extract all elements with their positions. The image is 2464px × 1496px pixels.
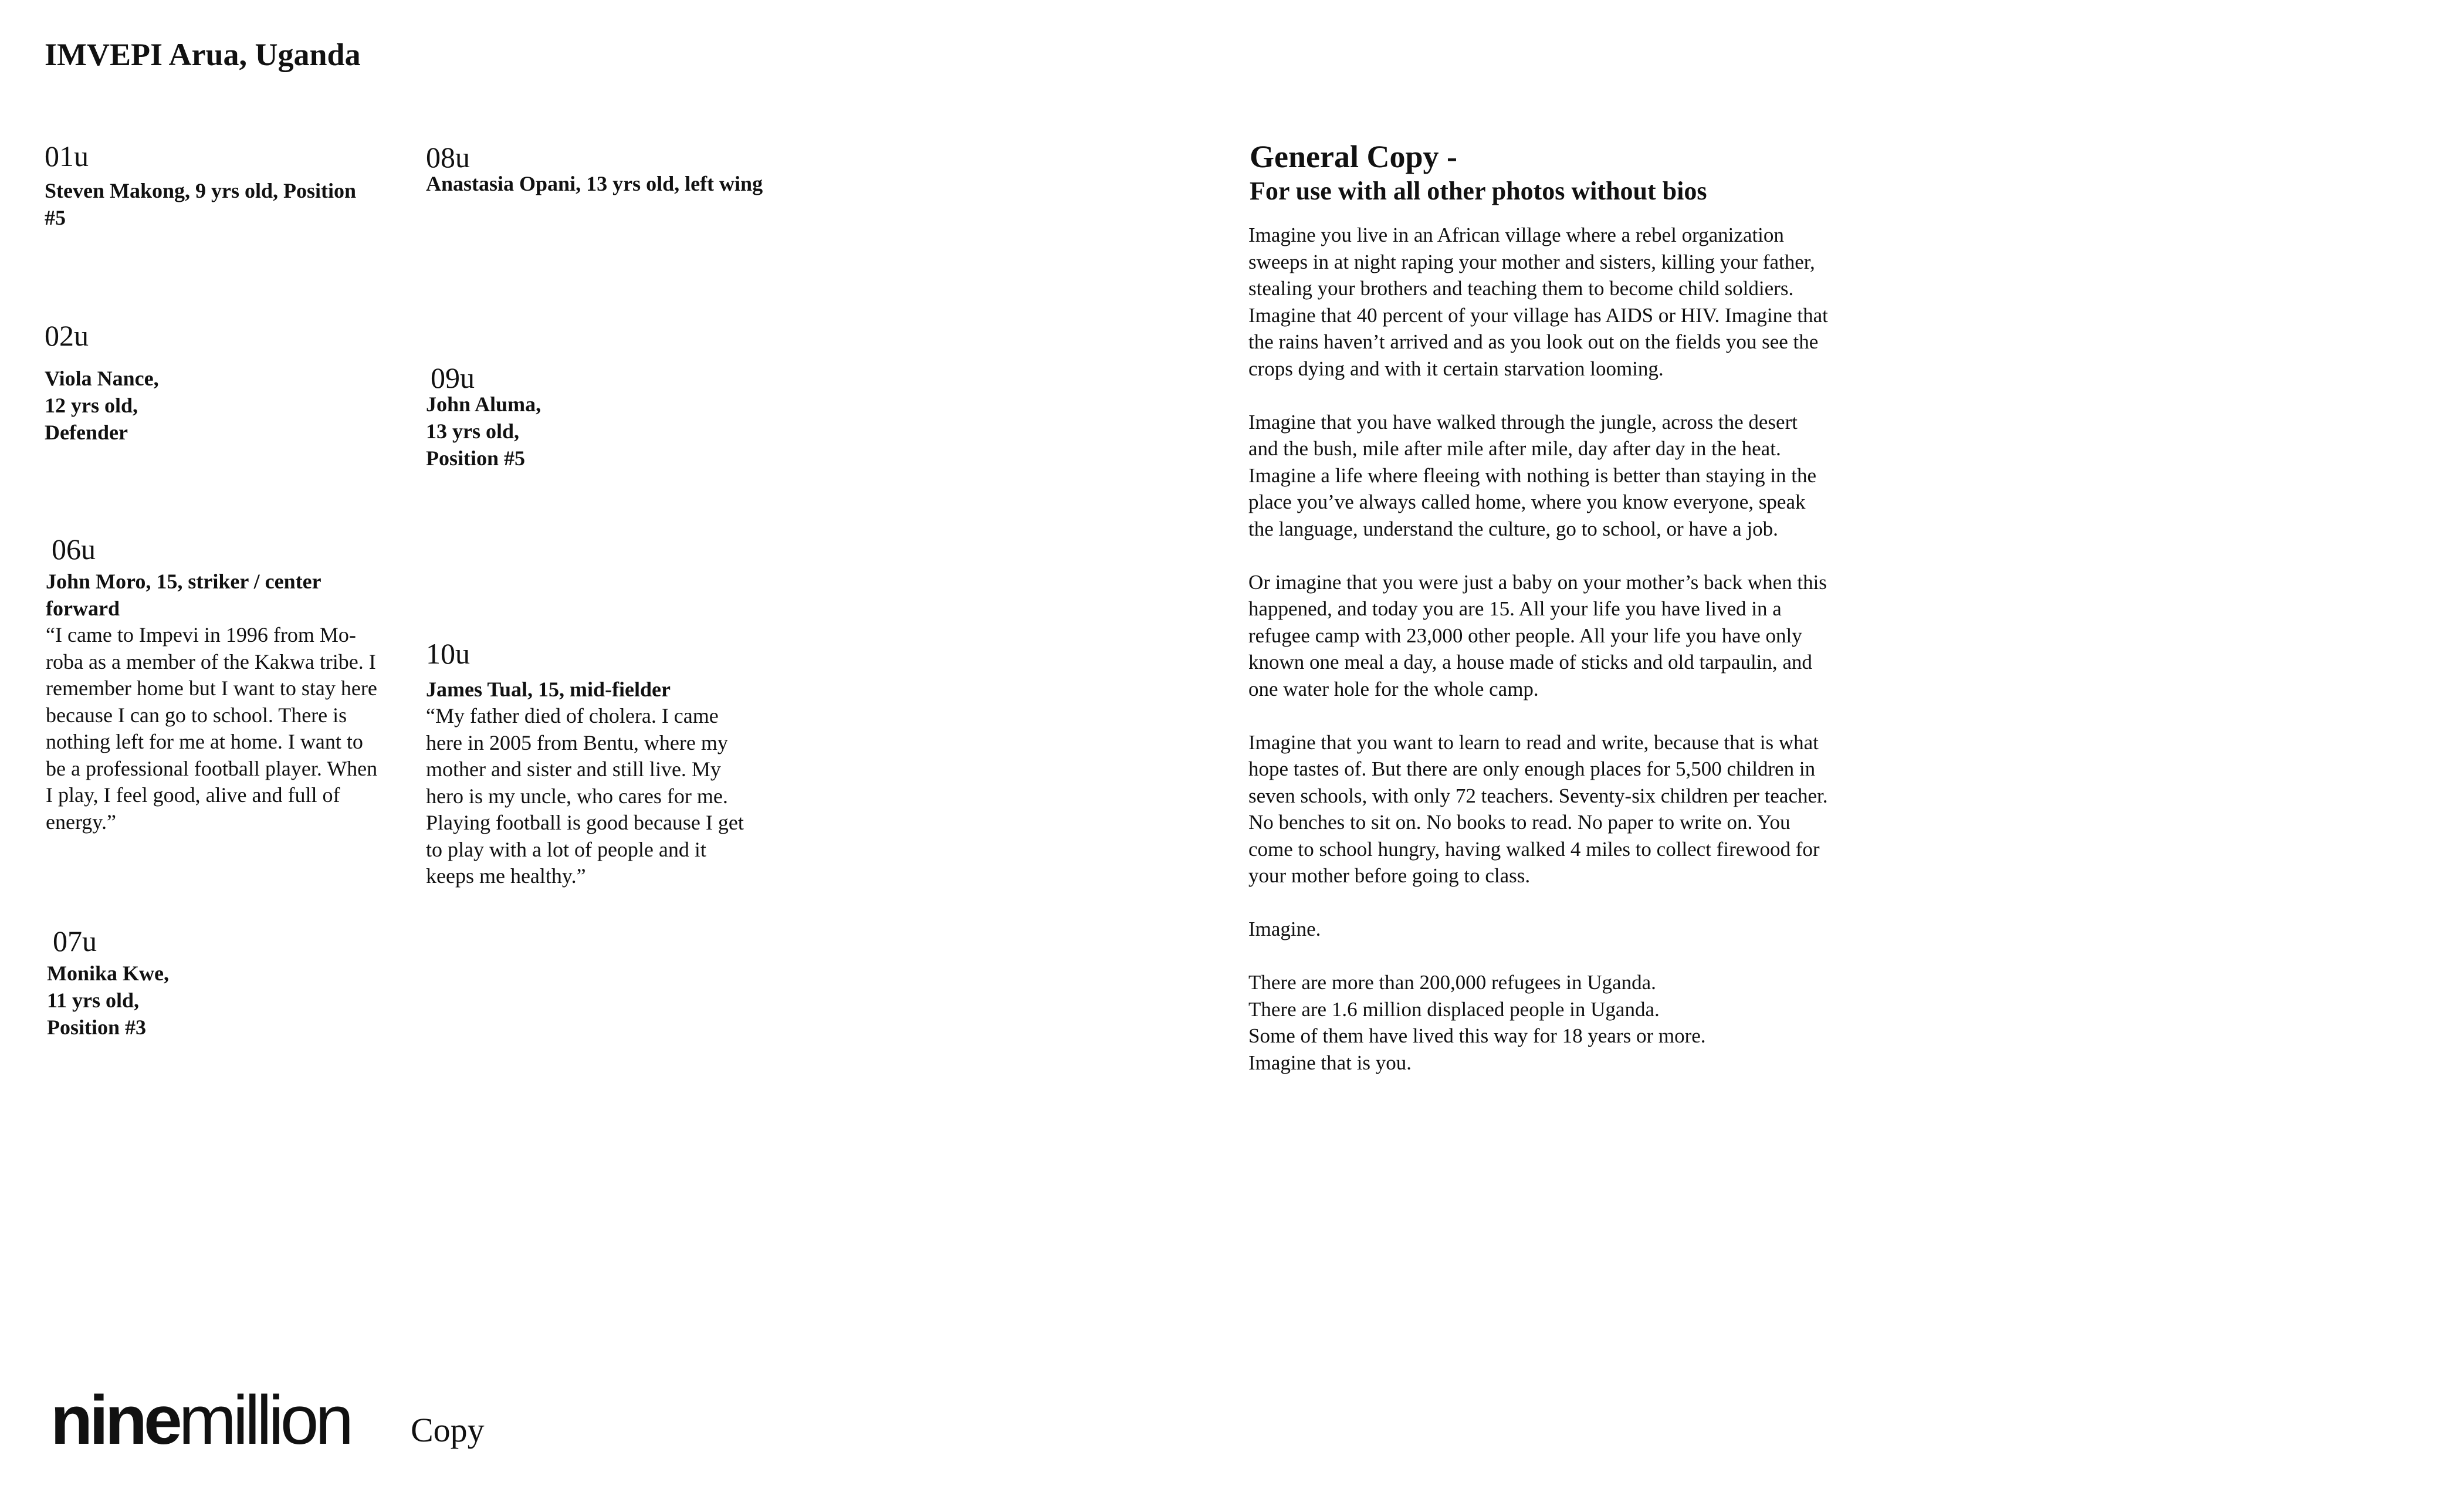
page-title: IMVEPI Arua, Uganda (45, 37, 361, 72)
general-copy-paragraph: Or imagine that you were just a baby on your mother’s back when this happened, and today you are 15. All your life you have lived in a refugee camp with 23,000 other people. All your life you have only known one meal a day, a house made of sticks and old tarpaulin, and one water hole for the whole camp. (1248, 570, 1827, 700)
entry-09u (426, 360, 754, 472)
entry-10u (426, 636, 754, 890)
entry-name-line: Defender (45, 421, 128, 444)
logo-bold-part: nine (50, 1382, 179, 1459)
entry-02u (45, 318, 373, 446)
entry-name-line: Monika Kwe, (47, 962, 170, 985)
footer-label: Copy (411, 1411, 485, 1449)
entry-name-line: John Aluma, (426, 392, 541, 416)
entry-code: 06u (52, 533, 96, 566)
entry-name-line: 11 yrs old, (47, 989, 140, 1012)
entry-name: John Moro, 15, striker / center forward (46, 570, 321, 620)
general-copy-closing-line: Some of them have lived this way for 18 years or more. (1248, 1024, 1706, 1047)
entry-code: 02u (45, 319, 89, 352)
entry-name-line: Viola Nance, (45, 367, 159, 390)
general-copy-paragraph: Imagine you live in an African village where a rebel organization sweeps in at night raping your mother and sisters, killing your father, stealing your brothers and teaching them to become child soldiers. Imagine that 40 percent of your village has AIDS or HIV. Imagine that the rains haven’t arrived and as you look out on the fields you see the crops dying and with it certain starvation looming. (1248, 224, 1828, 380)
entry-name-line: 13 yrs old, (426, 419, 520, 443)
entry-code: 01u (45, 140, 89, 172)
general-copy-paragraph: Imagine. (1248, 918, 1321, 940)
general-copy-body (1248, 222, 1829, 1076)
general-copy-closing-line: Imagine that is you. (1248, 1051, 1412, 1074)
entry-06u (46, 532, 380, 835)
entry-08u (426, 140, 837, 197)
entry-name: Anastasia Opani, 13 yrs old, left wing (426, 172, 763, 195)
entry-name-line: 12 yrs old, (45, 394, 138, 417)
ninemillion-logo (50, 1382, 350, 1459)
entry-code: 09u (431, 361, 475, 394)
general-copy-closing-line: There are more than 200,000 refugees in Uganda. (1248, 971, 1656, 994)
entry-01u (45, 138, 373, 231)
entry-code: 08u (426, 141, 470, 174)
entry-name-line: Position #5 (426, 446, 526, 470)
general-copy-subtitle: For use with all other photos without bios (1250, 177, 1707, 205)
general-copy-paragraph: Imagine that you have walked through the jungle, across the desert and the bush, mile after mile after mile, day after day in the heat. Imagine a life where fleeing with nothing is better than staying in the place you’ve always called home, where you know everyone, speak the language, understand the culture, go to school, or have a job. (1248, 410, 1817, 540)
entry-name-line: Position #3 (47, 1016, 147, 1039)
entry-name: James Tual, 15, mid-fielder (426, 678, 671, 701)
entry-quote: “I came to Impevi in 1996 from Mo-roba as a member of the Kakwa tribe. I remember home but I want to stay here because I can go to school. There is nothing left for me at home. I want to be a professional football player. When I play, I feel good, alive and full of energy.” (46, 623, 378, 834)
general-copy-paragraph: Imagine that you want to learn to read and write, because that is what hope tastes of. But there are only enough places for 5,500 children in seven schools, with only 72 teachers. Seventy-six children per teacher. No benches to sit on. No books to read. No paper to write on. You come to school hungry, having walked 4 miles to collect firewood for your mother before going to class. (1248, 730, 1828, 887)
general-copy-title: General Copy - (1250, 139, 1457, 174)
general-copy-closing-line: There are 1.6 million displaced people in Uganda. (1248, 997, 1660, 1021)
logo-light-part: million (178, 1382, 350, 1459)
entry-name: Steven Makong, 9 yrs old, Position #5 (45, 179, 357, 229)
entry-code: 10u (426, 637, 470, 670)
entry-07u (47, 923, 375, 1041)
entry-code: 07u (53, 925, 97, 957)
entry-quote: “My father died of cholera. I came here in 2005 from Bentu, where my mother and sister and still live. My hero is my uncle, who cares for me. Playing football is good because I get to play with a lot of people and it keeps me healthy.” (426, 704, 744, 888)
